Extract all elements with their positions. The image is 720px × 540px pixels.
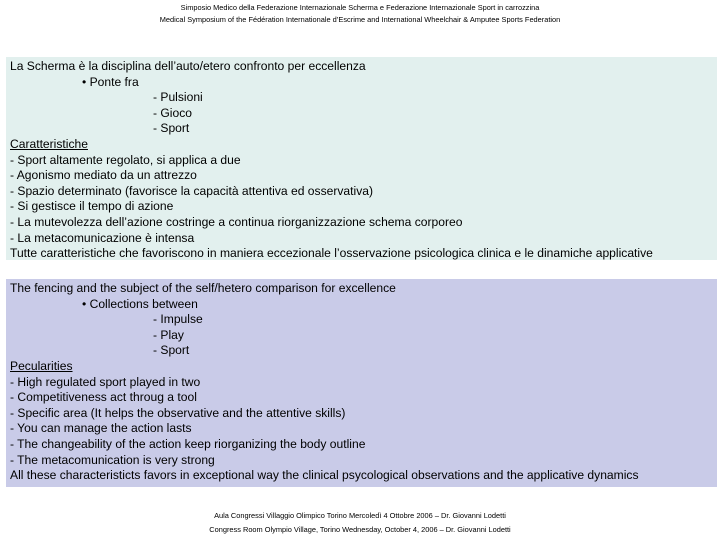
- italian-item: - Sport: [153, 121, 190, 136]
- english-heading: Pecularities: [10, 358, 73, 373]
- english-feature: - The metacomunication is very strong: [10, 452, 215, 467]
- italian-item: - Gioco: [153, 105, 192, 120]
- english-feature: - The changeability of the action keep riorganizing the body outline: [10, 436, 366, 451]
- english-feature: - Competitiveness act throug a tool: [10, 390, 197, 405]
- italian-feature: - Agonismo mediato da un attrezzo: [10, 168, 197, 183]
- italian-feature: - La mutevolezza dell’azione costringe a continua riorganizzazione schema corporeo: [10, 214, 463, 229]
- italian-heading: Caratteristiche: [10, 136, 88, 151]
- footer-venue-italian: Aula Congressi Villaggio Olimpico Torino Mercoledì 4 Ottobre 2006 – Dr. Giovanni Lodetti: [214, 511, 506, 520]
- italian-feature: - Spazio determinato (favorisce la capacità attentiva ed osservativa): [10, 183, 373, 198]
- english-feature: - High regulated sport played in two: [10, 374, 201, 389]
- italian-feature: - La metacomunicazione è intensa: [10, 230, 195, 245]
- english-item: - Impulse: [153, 312, 203, 327]
- english-intro: The fencing and the subject of the self/hetero comparison for excellence: [10, 281, 396, 295]
- english-text-box: [6, 279, 717, 487]
- english-conclusion: All these characteristicts favors in exceptional way the clinical psycological observations and the applicative dynamics: [10, 468, 639, 483]
- english-feature: - You can manage the action lasts: [10, 421, 192, 436]
- italian-feature: - Sport altamente regolato, si applica a due: [10, 152, 241, 167]
- italian-item: - Pulsioni: [153, 90, 203, 105]
- header-title-english: Medical Symposium of the Fédération Internationale d’Escrime and International Wheelchair & Amputee Sports Federation: [159, 15, 561, 24]
- italian-text-box: [6, 57, 717, 260]
- english-item: - Sport: [153, 343, 190, 358]
- english-feature: - Specific area (It helps the observative and the attentive skills): [10, 405, 346, 420]
- english-bullet: • Collections between: [82, 296, 198, 311]
- header-title-italian: Simposio Medico della Federazione Internazionale Scherma e Federazione Internazionale Sport in carrozzina: [180, 3, 540, 12]
- footer-venue-english: Congress Room Olympio Village, Torino Wednesday, October 4, 2006 – Dr. Giovanni Lodetti: [209, 525, 511, 534]
- english-item: - Play: [153, 327, 184, 342]
- italian-conclusion: Tutte caratteristiche che favoriscono in maniera eccezionale l’osservazione psicologica clinica e le dinamiche applicative: [10, 246, 653, 261]
- italian-bullet: • Ponte fra: [82, 74, 139, 89]
- italian-feature: - Si gestisce il tempo di azione: [10, 199, 174, 214]
- italian-intro: La Scherma è la disciplina dell’auto/etero confronto per eccellenza: [10, 59, 366, 73]
